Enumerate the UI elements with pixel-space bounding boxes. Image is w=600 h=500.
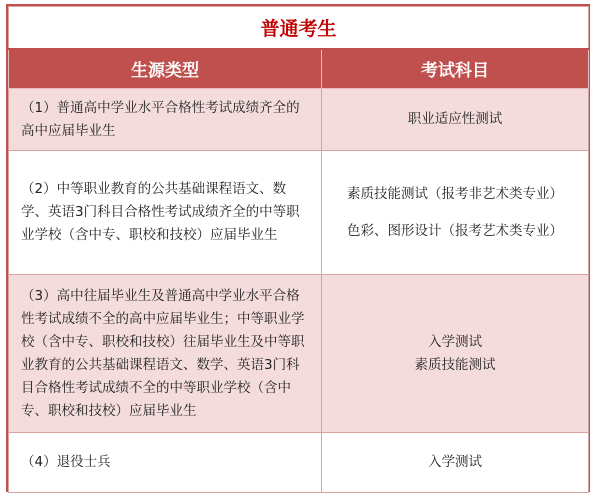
source-cell: （2）中等职业教育的公共基础课程语文、数学、英语3门科目合格性考试成绩齐全的中等职业学校（含中专、职校和技校）应届毕业生	[9, 151, 322, 275]
header-exam-subject: 考试科目	[322, 49, 589, 89]
subject-item: 入学测试	[428, 333, 482, 350]
subject-gap	[330, 206, 580, 220]
subject-item: 职业适应性测试	[407, 111, 503, 127]
source-cell: （3）高中往届毕业生及普通高中学业水平合格性考试成绩不全的高中应届毕业生；中等职业学校（含中专、职校和技校）往届毕业生及中等职业教育的公共基础课程语文、数学、英语3门科目合格性考试成绩不全的中等职业学校（含中专、职校和技校）应届毕业生	[9, 275, 322, 433]
subject-item: 入学测试	[428, 454, 482, 470]
table-row	[9, 275, 589, 433]
source-cell: （1）普通高中学业水平合格性考试成绩齐全的高中应届毕业生	[9, 89, 322, 151]
table-title: 普通考生	[9, 7, 589, 49]
admission-table-frame	[6, 4, 590, 492]
subject-cell	[322, 433, 589, 493]
header-source-type: 生源类型	[9, 49, 322, 89]
subject-item: 素质技能测试（报考非艺术类专业）	[347, 185, 563, 202]
table-row	[9, 151, 589, 275]
table-row	[9, 433, 589, 493]
admission-table	[8, 6, 589, 493]
subject-cell	[322, 275, 589, 433]
header-row	[9, 49, 589, 89]
subject-cell	[322, 89, 589, 151]
title-row	[9, 7, 589, 49]
subject-item: 素质技能测试	[414, 356, 496, 373]
subject-item: 色彩、图形设计（报考艺术类专业）	[347, 222, 563, 239]
table-row	[9, 89, 589, 151]
subject-cell	[322, 151, 589, 275]
source-cell: （4）退役士兵	[9, 433, 322, 493]
